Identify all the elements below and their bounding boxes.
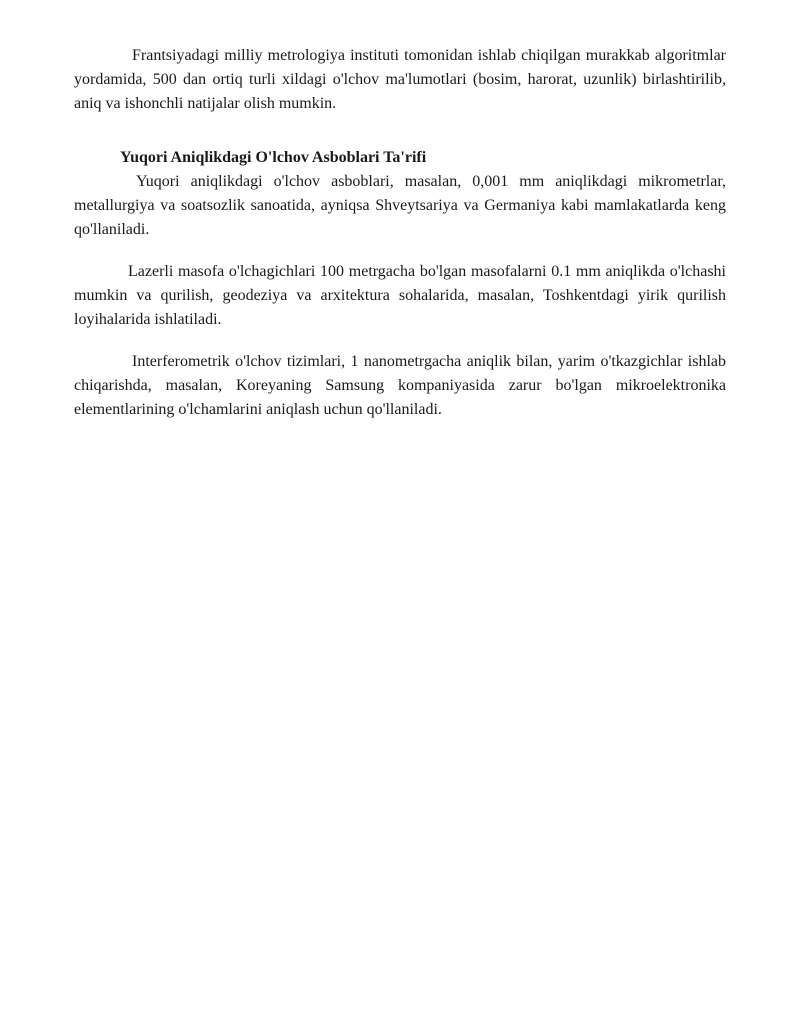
intro-paragraph: Frantsiyadagi milliy metrologiya instituti tomonidan ishlab chiqilgan murakkab algoritmlar yordamida, 500 dan ortiq turli xildagi o'lchov ma'lumotlari (bosim, harorat, uzunlik) birlashtirilib, aniq va ishonchli natijalar olish mumkin. — [74, 47, 726, 112]
document-page — [74, 44, 726, 422]
paragraph-laser-rangefinders: Lazerli masofa o'lchagichlari 100 metrgacha bo'lgan masofalarni 0.1 mm aniqlikda o'lchashi mumkin va qurilish, geodeziya va arxitektura sohalarida, masalan, Toshkentdagi yirik qurilish loyihalarida ishlatiladi. — [74, 263, 726, 328]
paragraph-interferometric-systems: Interferometrik o'lchov tizimlari, 1 nanometrgacha aniqlik bilan, yarim o'tkazgichlar ishlab chiqarishda, masalan, Koreyaning Samsung kompaniyasida zarur bo'lgan mikroelektronika elementlarining o'lchamlarini aniqlash uchun qo'llaniladi. — [74, 353, 726, 418]
section-heading: Yuqori Aniqlikdagi O'lchov Asboblari Ta'rifi — [120, 149, 427, 166]
paragraph-precision-instruments: Yuqori aniqlikdagi o'lchov asboblari, masalan, 0,001 mm aniqlikdagi mikrometrlar, metallurgiya va soatsozlik sanoatida, ayniqsa Shveytsariya va Germaniya kabi mamlakatlarda keng qo'llaniladi. — [74, 173, 726, 238]
